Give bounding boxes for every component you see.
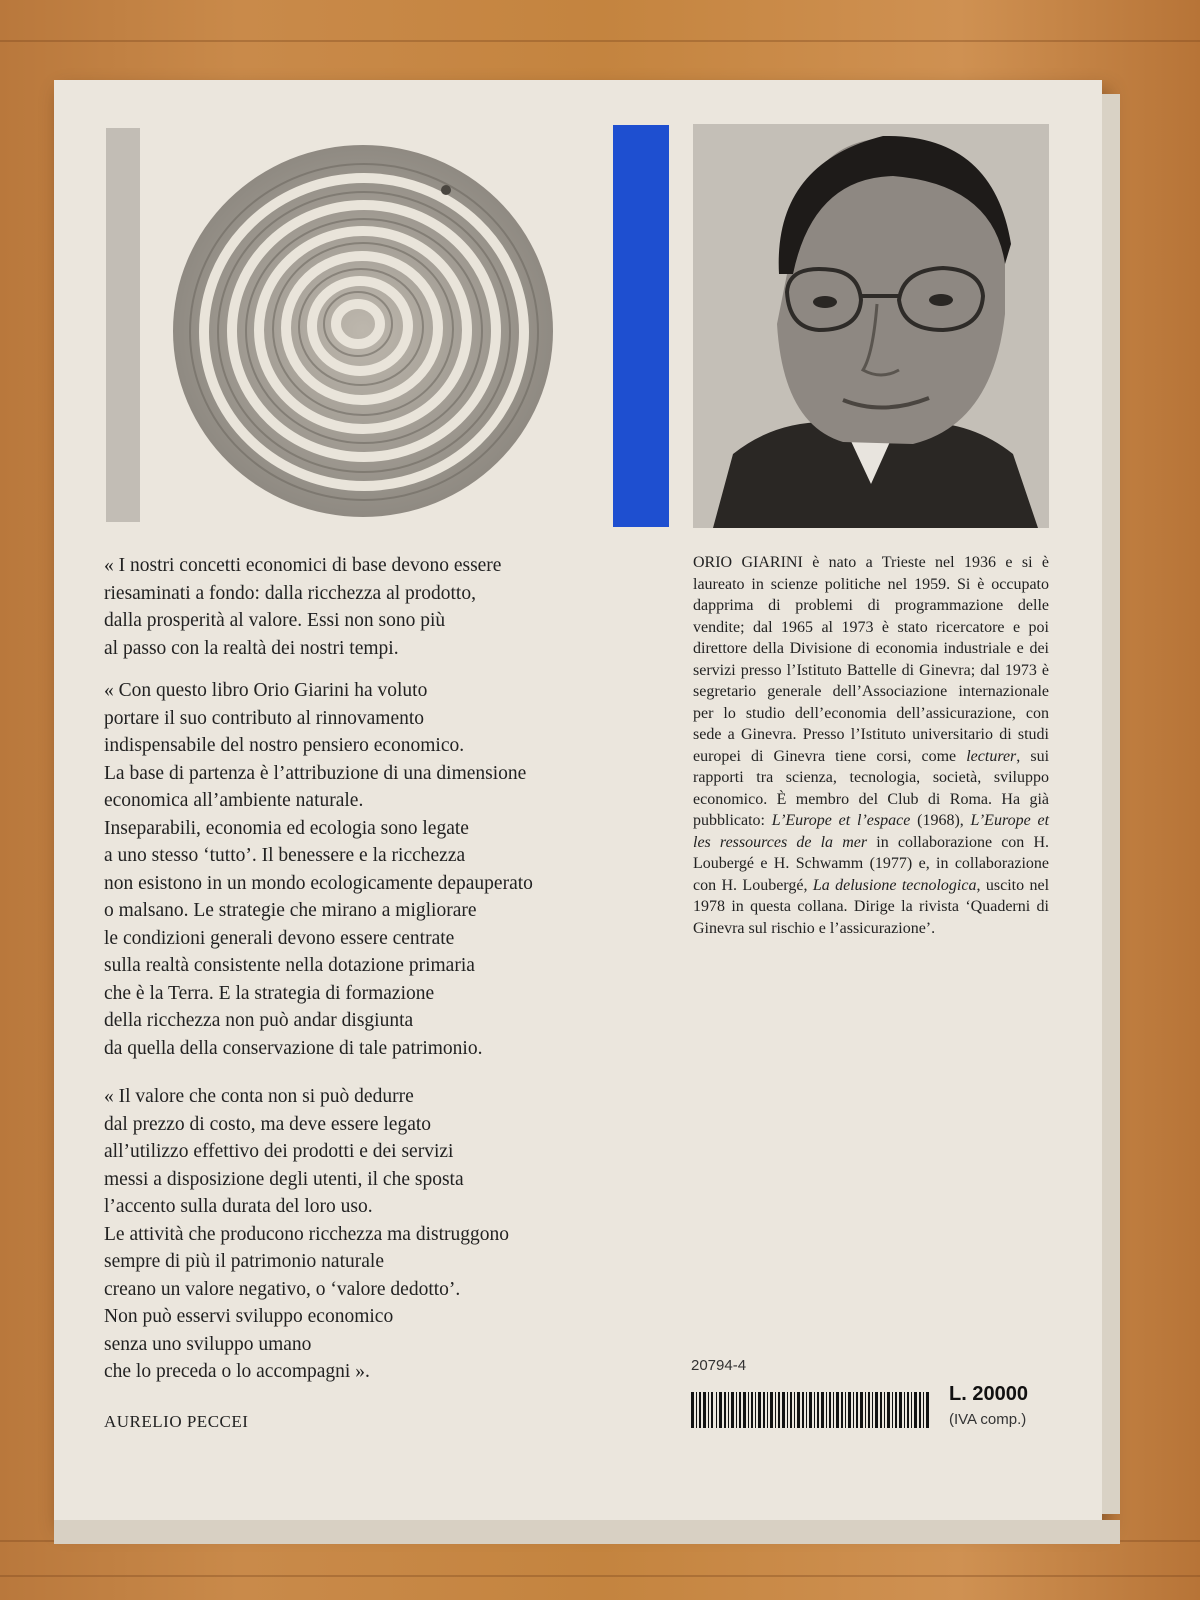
bio-text-5: , uscito nel 1978 in questa collana. Dirige la rivista ‘Quaderni di Ginevra sul rischio e l’assicurazione’.: [693, 876, 1050, 937]
barcode-icon: [691, 1392, 931, 1428]
author-portrait-photo: [693, 124, 1049, 528]
bio-book-title-3: La delusione tecnologica: [812, 876, 977, 894]
quote-paragraph-2: « Con questo libro Orio Giarini ha voluto portare il suo contributo al rinnovamento indispensabile del nostro pensiero economico. La base di partenza è l’attribuzione di una dimensione economica all’ambiente naturale. Inseparabili, economia ed ecologia sono legate a uno stesso ‘tutto’. Il benessere e la ricchezza non esistono in un mondo ecologicamente depauperato o malsano. Le strategie che mirano a migliorare le condizioni generali devono essere centrate sulla realtà consistente nella dotazione primaria che è la Terra. E la strategia di formazione della ricchezza non può andar disgiunta da quella della conservazione di tale patrimonio.: [104, 680, 533, 1059]
bio-text-2: , sui rapporti tra scienza, tecnologia, società, sviluppo economico. È membro del Club di Roma. Ha già pubblicato:: [693, 747, 1050, 829]
author-biography: [693, 552, 1049, 939]
spiral-disc-illustration: [166, 134, 560, 528]
cover-page-edge: [54, 1520, 1120, 1544]
bio-text-4: in collaborazione con H. Loubergé e H. Schwamm (1977) e, in collaborazione con H. Loubergé,: [693, 833, 1050, 894]
quote-paragraph-1: « I nostri concetti economici di base devono essere riesaminati a fondo: dalla ricchezza al prodotto, dalla prosperità al valore. Essi non sono più al passo con la realtà dei nostri tempi.: [104, 555, 502, 659]
blue-bar: [613, 125, 669, 527]
product-code: 20794-4: [691, 1357, 747, 1374]
quote-paragraph-3: « Il valore che conta non si può dedurre dal prezzo di costo, ma deve essere legato all’utilizzo effettivo dei prodotti e dei servizi messi a disposizione degli utenti, il che sposta l’accento sulla durata del loro uso. Le attività che producono ricchezza ma distruggono sempre di più il patrimonio naturale creano un valore negativo, o ‘valore dedotto’. Non può esservi sviluppo economico senza uno sviluppo umano che lo preceda o lo accompagni ».: [104, 1086, 510, 1382]
vat-note: (IVA comp.): [949, 1411, 1027, 1428]
bio-text-3: (1968),: [917, 812, 964, 829]
price-label: L. 20000: [949, 1383, 1028, 1405]
quote-signature: AURELIO PECCEI: [104, 1412, 249, 1431]
bio-book-title-1: L’Europe et l’espace: [771, 812, 911, 829]
bio-book-title-2: L’Europe et les ressources de la mer: [693, 812, 1050, 851]
cover-spine-edge: [1102, 94, 1120, 1514]
bio-text-1: ORIO GIARINI è nato a Trieste nel 1936 e si è laureato in scienze politiche nel 1959. Si è occupato dapprima di problemi di programmazione delle vendite; dal 1965 al 1973 è stato ricercatore e poi direttore della Divisione di economia industriale e dei servizi presso l’Istituto Battelle di Ginevra; dal 1973 è segretario generale dell’Associazione internazionale per lo studio dell’economia dell’assicurazione, con sede a Ginevra. Presso l’Istituto universitario di studi europei di Ginevra tiene corsi, come: [693, 554, 1049, 765]
bio-term-lecturer: lecturer: [966, 747, 1017, 765]
grey-bar: [106, 128, 140, 522]
